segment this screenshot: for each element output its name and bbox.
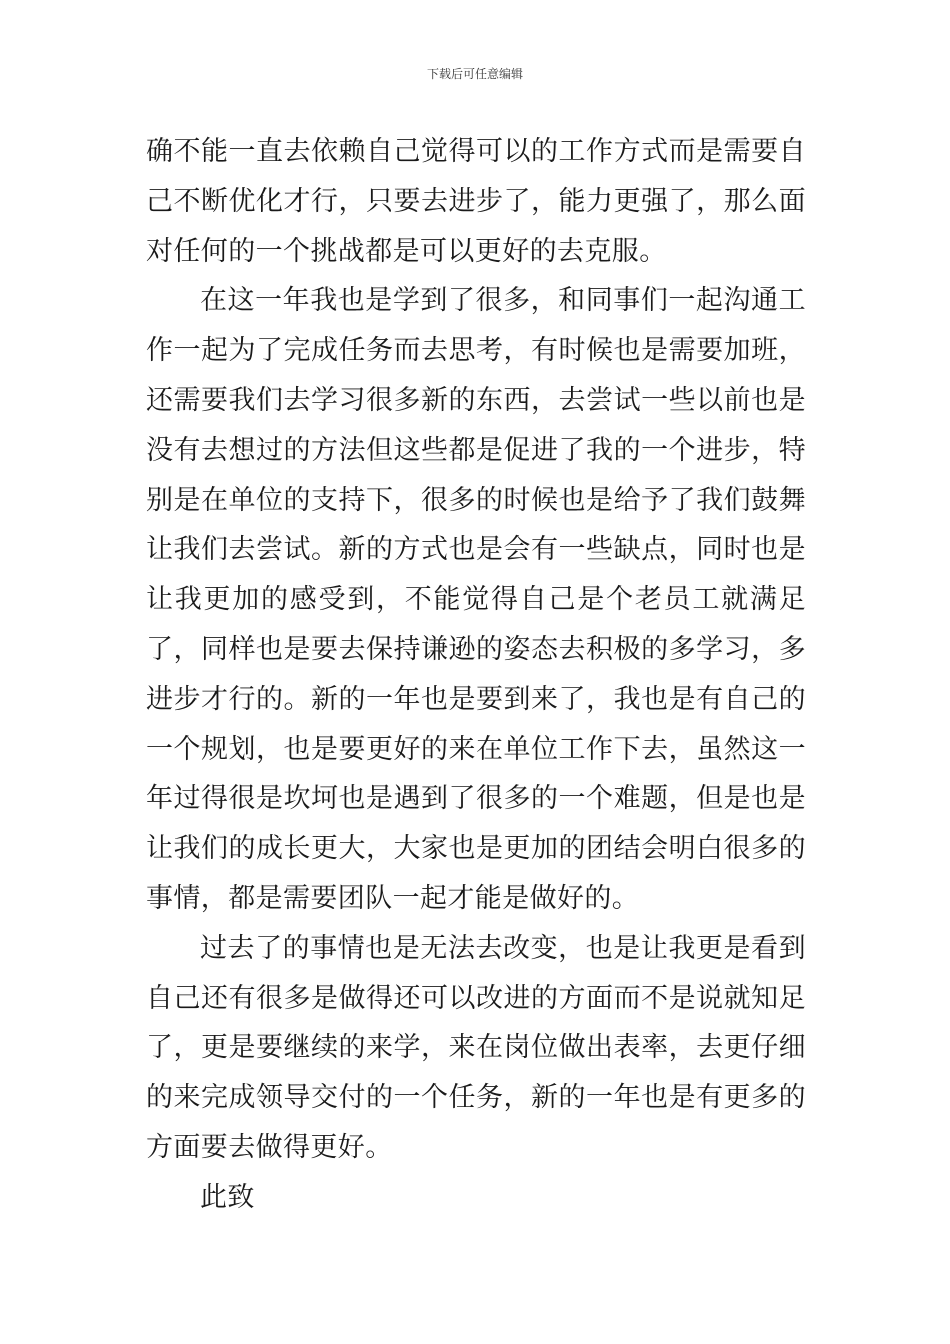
page-header-note: 下载后可任意编辑 xyxy=(426,67,523,81)
paragraph-continuation: 确不能一直去依赖自己觉得可以的工作方式而是需要自己不断优化才行，只要去进步了，能力更强了，那么面对任何的一个挑战都是可以更好的去克服。 xyxy=(146,136,806,267)
document-body xyxy=(146,127,806,1223)
paragraph-year-review: 在这一年我也是学到了很多，和同事们一起沟通工作一起为了完成任务而去思考，有时候也是需要加班，还需要我们去学习很多新的东西，去尝试一些以前也是没有去想过的方法但这些都是促进了我的一个进步，特别是在单位的支持下，很多的时候也是给予了我们鼓舞让我们去尝试。新的方式也是会有一些缺点，同时也是让我更加的感受到，不能觉得自己是个老员工就满足了，同样也是要去保持谦逊的姿态去积极的多学习，多进步才行的。新的一年也是要到来了，我也是有自己的一个规划，也是要更好的来在单位工作下去，虽然这一年过得很是坎坷也是遇到了很多的一个难题，但是也是让我们的成长更大，大家也是更加的团结会明白很多的事情，都是需要团队一起才能是做好的。 xyxy=(146,285,806,914)
paragraph-future-outlook: 过去了的事情也是无法去改变，也是让我更是看到自己还有很多是做得还可以改进的方面而不是说就知足了，更是要继续的来学，来在岗位做出表率，去更仔细的来完成领导交付的一个任务，新的一年也是有更多的方面要去做得更好。 xyxy=(146,932,806,1163)
closing-salutation: 此致 xyxy=(200,1181,255,1213)
